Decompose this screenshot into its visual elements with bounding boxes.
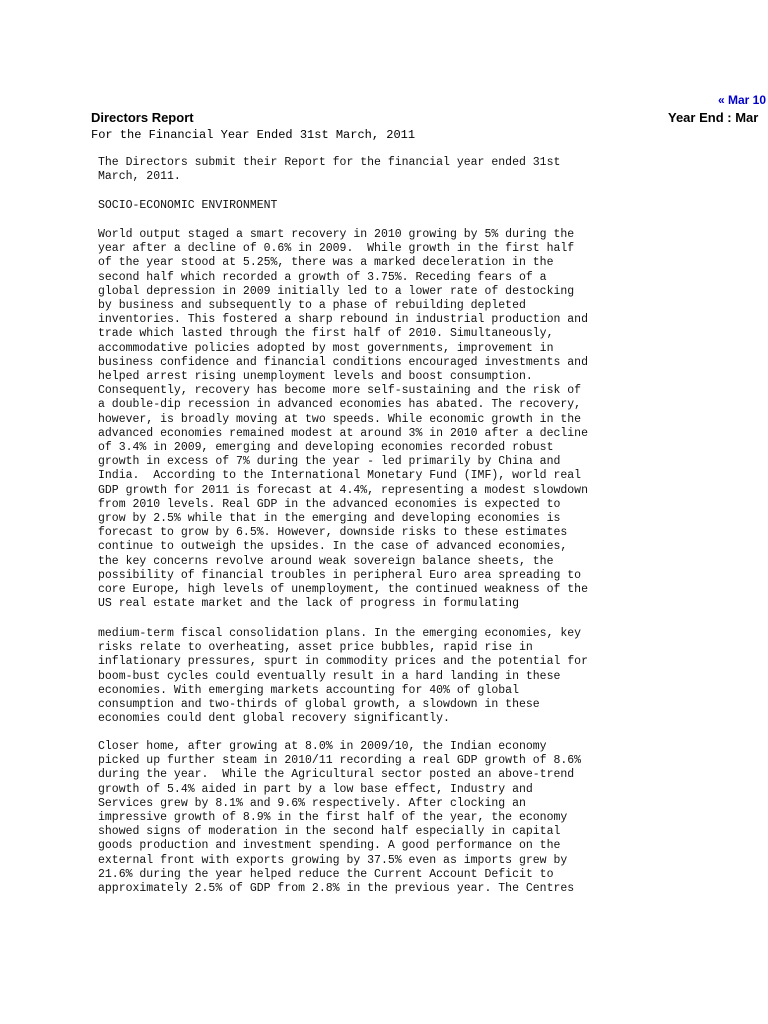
body-paragraph: medium-term fiscal consolidation plans. In the emerging economies, key risks relate to overheating, asset price bubbles, rapid rise in inflationary pressures, spurt in commodity prices and the potential for boom-bust cycles could eventually result in a hard landing in these economies. With emerging markets accounting for 40% of global consumption and two-thirds of global growth, a slowdown in these economies could dent global recovery significantly.	[98, 627, 588, 726]
page-title: Directors Report	[91, 110, 194, 125]
intro-paragraph: The Directors submit their Report for the financial year ended 31st March, 2011.	[98, 156, 561, 184]
body-paragraph: Closer home, after growing at 8.0% in 2009/10, the Indian economy picked up further steam in 2010/11 recording a real GDP growth of 8.6% during the year. While the Agricultural sector posted an above-trend growth of 5.4% aided in part by a low base effect, Industry and Services grew by 8.1% and 9.6% respectively. After clocking an impressive growth of 8.9% in the first half of the year, the economy showed signs of moderation in the second half especially in capital goods production and investment spending. A good performance on the external front with exports growing by 37.5% even as imports grew by 21.6% during the year helped reduce the Current Account Deficit to approximately 2.5% of GDP from 2.8% in the previous year. The Centres	[98, 740, 582, 896]
section-heading: SOCIO-ECONOMIC ENVIRONMENT	[98, 199, 278, 212]
year-end-label: Year End : Mar	[668, 110, 759, 125]
body-paragraph: World output staged a smart recovery in 2010 growing by 5% during the year after a decline of 0.6% in 2009. While growth in the first half of the year stood at 5.25%, there was a marked deceleration in the second half which recorded a growth of 3.75%. Receding fears of a global depression in 2009 initially led to a lower rate of destocking by business and subsequently to a phase of rebuilding depleted inventories. This fostered a sharp rebound in industrial production and trade which lasted through the first half of 2010. Simultaneously, accommodative policies adopted by most governments, improvement in business confidence and financial conditions encouraged investments and helped arrest rising unemployment levels and boost consumption. Consequently, recovery has become more self-sustaining and the risk of a double-dip recession in advanced economies has abated. The recovery, however, is broadly moving at two speeds. While economic growth in the advanced economies remained modest at around 3% in 2010 after a decline of 3.4% in 2009, emerging and developing economies recorded robust growth in excess of 7% during the year - led primarily by China and India. According to the International Monetary Fund (IMF), world real GDP growth for 2011 is forecast at 4.4%, representing a modest slowdown from 2010 levels. Real GDP in the advanced economies is expected to grow by 2.5% while that in the emerging and developing economies is forecast to grow by 6.5%. However, downside risks to these estimates continue to outweigh the upsides. In the case of advanced economies, the key concerns revolve around weak sovereign balance sheets, the possibility of financial troubles in peripheral Euro area spreading to core Europe, high levels of unemployment, the continued weakness of the US real estate market and the lack of progress in formulating	[98, 228, 588, 611]
report-subtitle: For the Financial Year Ended 31st March, 2011	[91, 128, 416, 142]
previous-year-link[interactable]: « Mar 10	[718, 93, 767, 107]
